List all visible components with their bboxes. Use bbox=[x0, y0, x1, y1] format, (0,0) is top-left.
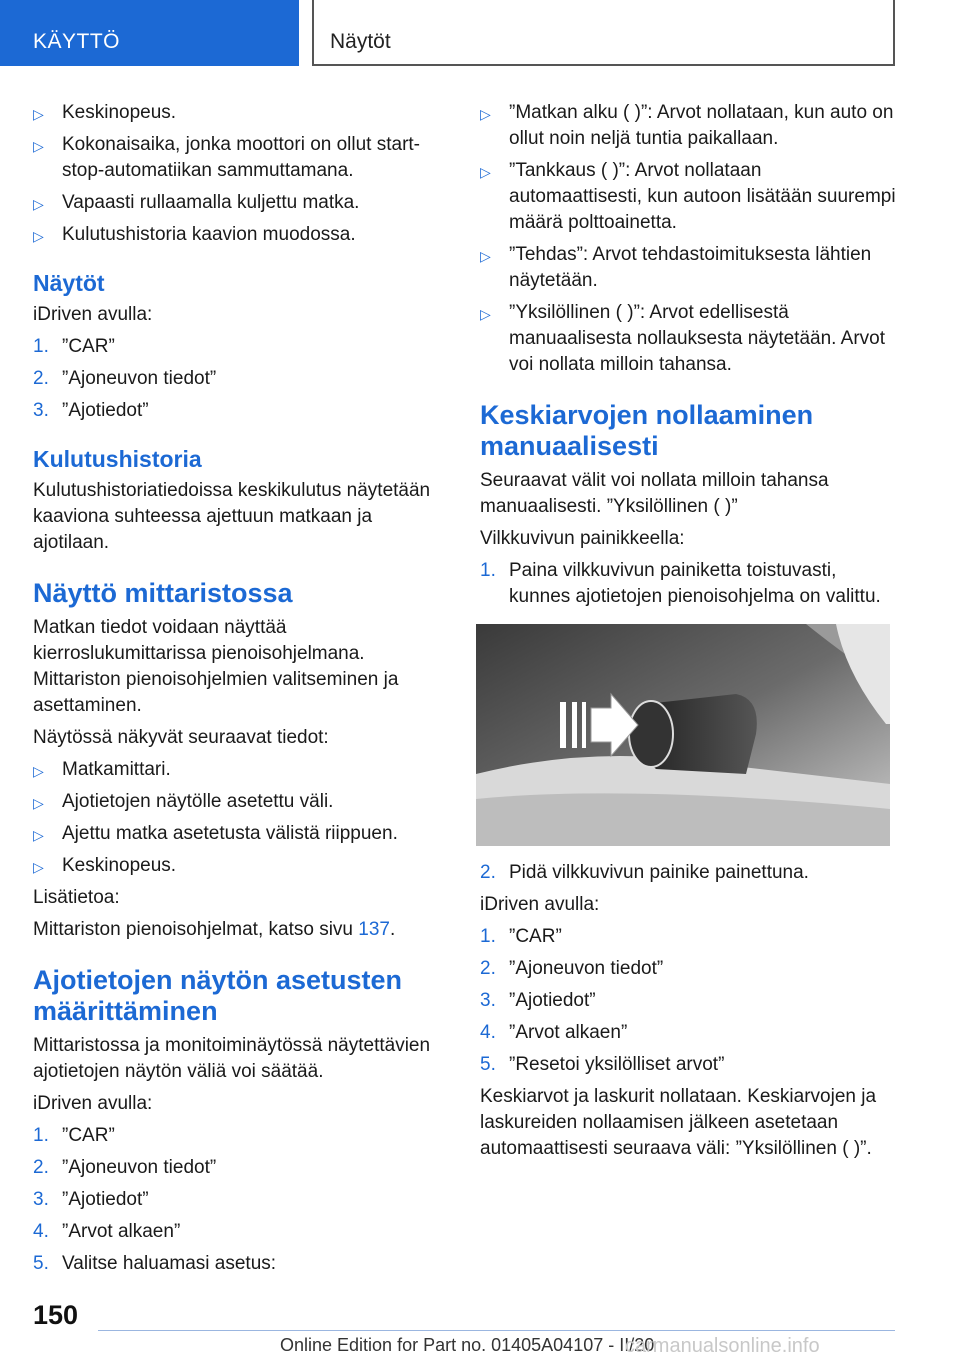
heading-reset: Keskiarvojen nollaaminen manuaalisesti bbox=[480, 400, 814, 461]
step-number: 5. bbox=[33, 1253, 49, 1274]
paragraph: iDriven avulla: bbox=[33, 304, 153, 325]
paragraph: Näytössä näkyvät seuraavat tiedot: bbox=[33, 727, 329, 748]
steps-reset-button bbox=[480, 558, 898, 610]
step-number: 5. bbox=[480, 1054, 496, 1075]
list-item: ▷ Matkamittari. bbox=[33, 757, 453, 783]
right-column bbox=[480, 100, 898, 1168]
paragraph: Lisätietoa: bbox=[33, 887, 120, 908]
step-number: 4. bbox=[33, 1221, 49, 1242]
list-item: ▷ ”Tehdas”: Arvot tehdastoimituksesta lähtien näytetään. bbox=[480, 244, 872, 291]
heading-settings: Ajotietojen näytön asetusten määrittäminen bbox=[33, 965, 403, 1026]
list-item: ▷ Kulutushistoria kaavion muodossa. bbox=[33, 222, 453, 248]
step-number: 2. bbox=[33, 1157, 49, 1178]
triangle-bullet-icon: ▷ bbox=[33, 827, 44, 843]
steps-reset-hold bbox=[480, 860, 898, 886]
step-number: 1. bbox=[33, 336, 49, 357]
watermark: carmanualsonline.info bbox=[625, 1335, 820, 1357]
paragraph: iDriven avulla: bbox=[480, 894, 600, 915]
step-item: 2. Pidä vilkkuvivun painike painettuna. bbox=[480, 860, 898, 886]
page-link[interactable]: 137 bbox=[358, 919, 390, 940]
list-item: ▷ Ajettu matka asetetusta välistä riippuen. bbox=[33, 821, 453, 847]
cluster-bullet-list bbox=[33, 757, 453, 879]
lever-image-icon bbox=[476, 624, 890, 846]
list-item: ▷ Ajotietojen näytölle asetettu väli. bbox=[33, 789, 453, 815]
paragraph: Keskiarvot ja laskurit nollataan. Keskiarvojen ja laskureiden nollaamisen jälkeen asetetaan automaattisesti seuraava väli: ”Yksilöllinen ( )”. bbox=[480, 1086, 877, 1159]
list-item: ▷ Keskinopeus. bbox=[33, 100, 453, 126]
step-number: 4. bbox=[480, 1022, 496, 1043]
step-item: 3. ”Ajotiedot” bbox=[480, 988, 898, 1014]
triangle-bullet-icon: ▷ bbox=[33, 106, 44, 122]
chapter-tab: KÄYTTÖ bbox=[0, 0, 299, 66]
step-item: 2. ”Ajoneuvon tiedot” bbox=[33, 366, 453, 392]
triangle-bullet-icon: ▷ bbox=[480, 306, 491, 322]
step-number: 3. bbox=[33, 400, 49, 421]
paragraph: Vilkkuvivun painikkeella: bbox=[480, 528, 685, 549]
steps-reset-idrive bbox=[480, 924, 898, 1078]
page-header bbox=[0, 0, 960, 66]
step-item: 1. Paina vilkkuvivun painiketta toistuvasti, kunnes ajotietojen pienoisohjelma on valittu. bbox=[480, 560, 881, 607]
list-item: ▷ Keskinopeus. bbox=[33, 853, 453, 879]
step-item: 5. Valitse haluamasi asetus: bbox=[33, 1251, 453, 1277]
edition-note: Online Edition for Part no. 01405A04107 - II/20 bbox=[280, 1335, 655, 1355]
triangle-bullet-icon: ▷ bbox=[480, 164, 491, 180]
footer-divider bbox=[98, 1330, 895, 1331]
step-item: 1. ”CAR” bbox=[33, 334, 453, 360]
step-number: 2. bbox=[33, 368, 49, 389]
triangle-bullet-icon: ▷ bbox=[33, 138, 44, 154]
step-number: 2. bbox=[480, 958, 496, 979]
steps-settings bbox=[33, 1123, 453, 1277]
step-number: 1. bbox=[33, 1125, 49, 1146]
step-number: 3. bbox=[33, 1189, 49, 1210]
paragraph: Matkan tiedot voidaan näyttää kierroslukumittarissa pienoisohjelmana. Mittariston pienoisohjelmien valitseminen ja asettaminen. bbox=[33, 617, 399, 716]
cross-reference: Mittariston pienoisohjelmat, katso sivu 137. bbox=[33, 919, 396, 940]
step-item: 1. ”CAR” bbox=[480, 924, 898, 950]
step-item: 2. ”Ajoneuvon tiedot” bbox=[33, 1155, 453, 1181]
triangle-bullet-icon: ▷ bbox=[33, 196, 44, 212]
steps-displays bbox=[33, 334, 453, 424]
list-item: ▷ Vapaasti rullaamalla kuljettu matka. bbox=[33, 190, 453, 216]
heading-history: Kulutushistoria bbox=[33, 446, 202, 472]
step-item: 4. ”Arvot alkaen” bbox=[33, 1219, 453, 1245]
step-number: 3. bbox=[480, 990, 496, 1011]
step-number: 2. bbox=[480, 862, 496, 883]
step-item: 3. ”Ajotiedot” bbox=[33, 398, 453, 424]
triangle-bullet-icon: ▷ bbox=[480, 106, 491, 122]
list-item: ▷ ”Matkan alku ( )”: Arvot nollataan, kun auto on ollut noin neljä tuntia paikallaan. bbox=[480, 102, 894, 149]
step-item: 5. ”Resetoi yksilölliset arvot” bbox=[480, 1052, 898, 1078]
step-number: 1. bbox=[480, 560, 496, 581]
section-title-box bbox=[312, 0, 895, 66]
paragraph: Mittaristossa ja monitoiminäytössä näytettävien ajotietojen näytön väliä voi säätää. bbox=[33, 1035, 431, 1082]
step-item: 4. ”Arvot alkaen” bbox=[480, 1020, 898, 1046]
triangle-bullet-icon: ▷ bbox=[33, 763, 44, 779]
paragraph: Kulutushistoriatiedoissa keskikulutus näytetään kaaviona suhteessa ajettuun matkaan ja ajotilaan. bbox=[33, 480, 431, 553]
triangle-bullet-icon: ▷ bbox=[33, 795, 44, 811]
heading-displays: Näytöt bbox=[33, 270, 105, 296]
list-item: ▷ Kokonaisaika, jonka moottori on ollut start-stop-automatiikan sammuttamana. bbox=[33, 134, 421, 181]
step-number: 1. bbox=[480, 926, 496, 947]
page-number: 150 bbox=[33, 1300, 79, 1330]
options-bullet-list bbox=[480, 100, 898, 378]
left-column bbox=[33, 100, 453, 1283]
turn-signal-lever-illustration bbox=[476, 624, 890, 846]
step-item: 2. ”Ajoneuvon tiedot” bbox=[480, 956, 898, 982]
triangle-bullet-icon: ▷ bbox=[33, 228, 44, 244]
step-item: 1. ”CAR” bbox=[33, 1123, 453, 1149]
list-item: ▷ ”Yksilöllinen ( )”: Arvot edellisestä manuaalisesta nollauksesta näytetään. Arvot voi nollata milloin tahansa. bbox=[480, 302, 886, 375]
top-bullet-list bbox=[33, 100, 453, 248]
paragraph: iDriven avulla: bbox=[33, 1093, 153, 1114]
paragraph: Seuraavat välit voi nollata milloin tahansa manuaalisesti. ”Yksilöllinen ( )” bbox=[480, 470, 829, 517]
list-item: ▷ ”Tankkaus ( )”: Arvot nollataan automaattisesti, kun autoon lisätään suurempi määrä polttoainetta. bbox=[480, 160, 896, 233]
triangle-bullet-icon: ▷ bbox=[33, 859, 44, 875]
triangle-bullet-icon: ▷ bbox=[480, 248, 491, 264]
step-item: 3. ”Ajotiedot” bbox=[33, 1187, 453, 1213]
heading-cluster: Näyttö mittaristossa bbox=[33, 578, 293, 608]
section-title: Näytöt bbox=[330, 30, 391, 53]
